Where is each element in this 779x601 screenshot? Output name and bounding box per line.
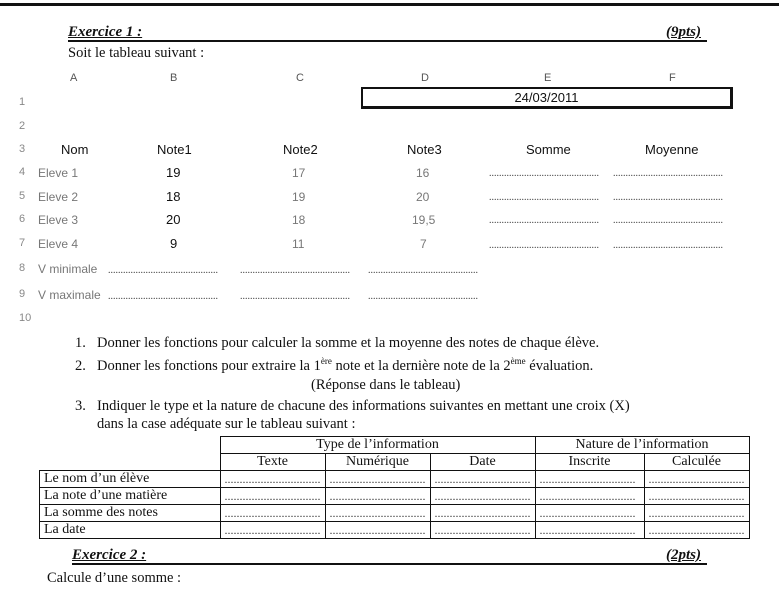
moyenne-blank: ............................................ (613, 192, 723, 203)
vmin-note2-blank: ............................................ (240, 265, 350, 276)
exercice1-intro: Soit le tableau suivant : (68, 45, 205, 61)
superscript: ère (320, 356, 332, 366)
exercice1-points: (9pts) (666, 24, 701, 40)
somme-blank: ............................................ (489, 168, 599, 179)
row-number: 7 (19, 237, 26, 249)
column-header: B (170, 72, 178, 84)
note2-value: 11 (292, 237, 305, 251)
question-text: Donner les fonctions pour extraire la 1 (97, 357, 321, 374)
question-1 (75, 335, 599, 352)
note3-value: 16 (416, 166, 430, 180)
answer-cell[interactable]: ................................ (535, 471, 644, 488)
answer-cell[interactable]: ................................ (325, 488, 430, 505)
somme-blank: ............................................ (489, 240, 599, 251)
answer-cell[interactable]: ................................ (535, 488, 644, 505)
note2-value: 18 (292, 213, 306, 227)
answer-cell[interactable]: ................................ (220, 522, 325, 539)
question-text: Donner les fonctions pour calculer la somme et la moyenne des notes de chaque élève. (97, 335, 600, 351)
info-row-label: Le nom d’un élève (40, 471, 221, 488)
question-2-note: (Réponse dans le tableau) (311, 377, 461, 393)
vmin-note3-blank: ............................................ (368, 265, 478, 276)
note3-value: 19,5 (412, 213, 436, 227)
answer-cell[interactable]: ................................ (535, 522, 644, 539)
row-number: 5 (19, 190, 26, 202)
student-name: Eleve 4 (38, 237, 79, 251)
corner-blank (40, 437, 221, 454)
somme-blank: ............................................ (489, 192, 599, 203)
student-name: Eleve 1 (38, 166, 79, 180)
question-3-line2: dans la case adéquate sur le tableau suivant : (97, 416, 356, 432)
note1-value: 18 (166, 189, 181, 204)
answer-cell[interactable]: ................................ (644, 488, 749, 505)
note3-value: 7 (420, 237, 427, 251)
column-header: A (70, 72, 78, 84)
vmin-label: V minimale (38, 262, 98, 276)
answer-cell[interactable]: ................................ (430, 522, 535, 539)
info-row-label: La date (40, 522, 221, 539)
moyenne-blank: ............................................ (613, 215, 723, 226)
row-number: 9 (19, 288, 26, 300)
group-nature: Nature de l’information (535, 437, 749, 454)
row-number: 3 (19, 143, 26, 155)
header-note1: Note1 (157, 142, 192, 157)
row-number: 10 (19, 312, 32, 324)
exercice1-rule (68, 40, 707, 42)
note1-value: 20 (166, 212, 181, 227)
question-text: note et la dernière note de la 2 (331, 357, 511, 374)
vmax-note1-blank: ............................................ (108, 291, 218, 302)
group-type: Type de l’information (220, 437, 535, 454)
subheader-numerique: Numérique (325, 454, 430, 471)
note1-value: 9 (170, 236, 178, 251)
student-name: Eleve 3 (38, 213, 79, 227)
row-number: 2 (19, 120, 26, 132)
header-note2: Note2 (283, 142, 318, 157)
answer-cell[interactable]: ................................ (220, 505, 325, 522)
note2-value: 17 (292, 166, 306, 180)
superscript: ème (510, 356, 526, 366)
subheader-calculee: Calculée (644, 454, 749, 471)
header-somme: Somme (526, 142, 571, 157)
vmax-note3-blank: ............................................ (368, 291, 478, 302)
vmax-label: V maximale (38, 288, 101, 302)
somme-blank: ............................................ (489, 215, 599, 226)
note1-value: 19 (166, 165, 181, 180)
info-row-label: La somme des notes (40, 505, 221, 522)
subheader-texte: Texte (220, 454, 325, 471)
answer-cell[interactable]: ................................ (430, 505, 535, 522)
answer-cell[interactable]: ................................ (535, 505, 644, 522)
answer-cell[interactable]: ................................ (644, 522, 749, 539)
exercice2-points: (2pts) (666, 547, 701, 563)
question-3 (75, 398, 630, 415)
column-header: E (544, 72, 552, 84)
answer-cell[interactable]: ................................ (430, 471, 535, 488)
row-number: 8 (19, 262, 26, 274)
exercice2-rule (72, 563, 707, 565)
top-rule (0, 3, 779, 6)
exercice1-title: Exercice 1 : (68, 24, 143, 40)
subheader-date: Date (430, 454, 535, 471)
question-number: 3. (75, 398, 86, 414)
subheader-inscrite: Inscrite (535, 454, 644, 471)
vmin-note1-blank: ............................................ (108, 265, 218, 276)
vmax-note2-blank: ............................................ (240, 291, 350, 302)
question-text: évaluation. (525, 357, 594, 374)
corner-blank (40, 454, 221, 471)
student-name: Eleve 2 (38, 190, 79, 204)
answer-cell[interactable]: ................................ (220, 471, 325, 488)
question-text: Indiquer le type et la nature de chacune des informations suivantes en mettant une croix (X) (97, 398, 630, 414)
answer-cell[interactable]: ................................ (430, 488, 535, 505)
info-row-label: La note d’une matière (40, 488, 221, 505)
question-number: 1. (75, 335, 86, 351)
answer-cell[interactable]: ................................ (644, 505, 749, 522)
header-note3: Note3 (407, 142, 442, 157)
answer-cell[interactable]: ................................ (325, 505, 430, 522)
answer-cell[interactable]: ................................ (220, 488, 325, 505)
column-header: F (669, 72, 676, 84)
header-nom: Nom (61, 142, 89, 157)
row-number: 6 (19, 213, 26, 225)
note2-value: 19 (292, 190, 306, 204)
column-header: C (296, 72, 304, 84)
date-cell: 24/03/2011 (361, 87, 733, 109)
exercice2-intro: Calcule d’une somme : (47, 570, 182, 586)
row-number: 4 (19, 166, 26, 178)
question-number: 2. (75, 357, 86, 374)
exercice2-title: Exercice 2 : (72, 547, 147, 563)
info-table (39, 436, 750, 539)
header-moyenne: Moyenne (645, 142, 699, 157)
answer-cell[interactable]: ................................ (325, 471, 430, 488)
answer-cell[interactable]: ................................ (325, 522, 430, 539)
moyenne-blank: ............................................ (613, 240, 723, 251)
answer-cell[interactable]: ................................ (644, 471, 749, 488)
column-header: D (421, 72, 429, 84)
question-2 (75, 356, 593, 375)
moyenne-blank: ............................................ (613, 168, 723, 179)
row-number: 1 (19, 96, 26, 108)
note3-value: 20 (416, 190, 430, 204)
